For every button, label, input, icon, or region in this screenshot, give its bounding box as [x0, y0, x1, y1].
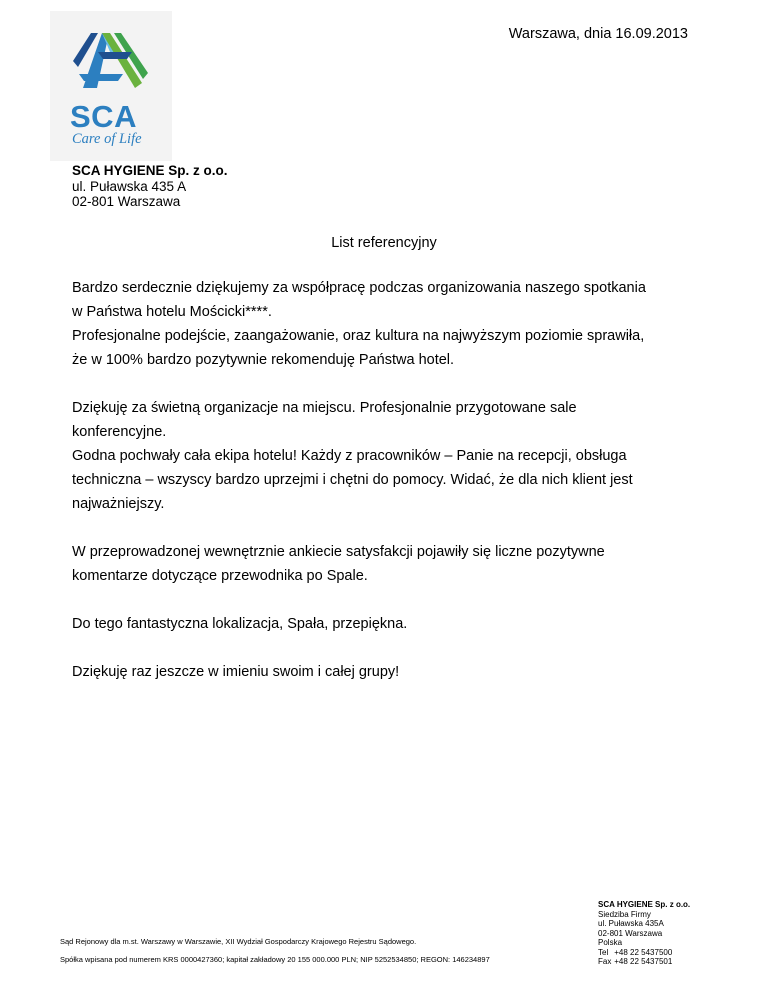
body-line: komentarze dotyczące przewodnika po Spale. [72, 568, 368, 584]
footer-country: Polska [598, 938, 623, 947]
sender-city: 02-801 Warszawa [72, 194, 181, 209]
paragraph [72, 660, 712, 684]
letter-subject: List referencyjny [331, 235, 437, 251]
phone-number: +48 22 5437500 [614, 947, 673, 957]
footer-street: ul. Puławska 435A [598, 919, 664, 928]
body-line: Profesjonalne podejście, zaangażowanie, oraz kultura na najwyższym poziomie sprawiła, [72, 328, 645, 344]
body-line: W przeprowadzonej wewnętrznie ankiecie satysfakcji pojawiły się liczne pozytywne [72, 544, 605, 560]
footer-fax [598, 957, 690, 967]
phone-label: Tel [598, 947, 609, 957]
letter-date: Warszawa, dnia 16.09.2013 [508, 26, 688, 42]
footer-city: 02-801 Warszawa [598, 928, 663, 938]
body-line: Bardzo serdecznie dziękujemy za współpracę podczas organizowania naszego spotkania [72, 280, 646, 296]
sender-company: SCA HYGIENE Sp. z o.o. [72, 163, 228, 178]
body-line: Godna pochwały cała ekipa hotelu! Każdy z pracowników – Panie na recepcji, obsługa [72, 448, 627, 464]
paragraph [72, 396, 712, 516]
body-line: w Państwa hotelu Mościcki****. [72, 304, 272, 320]
body-line: najważniejszy. [72, 496, 165, 512]
logo-wordmark: SCA [70, 99, 137, 134]
logo-tagline: Care of Life [72, 131, 142, 147]
paragraph [72, 276, 712, 372]
paragraph [72, 540, 712, 588]
body-line: techniczna – wszyscy bardzo uprzejmi i chętni do pomocy. Widać, że dla nich klient jest [72, 472, 633, 488]
fax-label: Fax [598, 957, 612, 966]
sca-logo-icon [50, 11, 172, 106]
footer-company: SCA HYGIENE Sp. z o.o. [598, 900, 691, 909]
footer-contact [598, 900, 690, 967]
footer-phone [598, 948, 690, 958]
body-line: konferencyjne. [72, 424, 167, 440]
sender-address [72, 163, 228, 210]
footer-legal [60, 937, 490, 965]
sender-street: ul. Puławska 435 A [72, 178, 187, 194]
footer-seat-label: Siedziba Firmy [598, 909, 651, 919]
footer-registration: Spółka wpisana pod numerem KRS 0000427360; kapitał zakładowy 20 155 000.000 PLN; NIP 5252534850; REGON: 146234897 [60, 955, 490, 964]
body-line: Dziękuję raz jeszcze w imieniu swoim i całej grupy! [72, 664, 400, 680]
body-line: Dziękuję za świetną organizacje na miejscu. Profesjonalnie przygotowane sale [72, 400, 577, 416]
body-line: Do tego fantastyczna lokalizacja, Spała, przepiękna. [72, 616, 408, 632]
paragraph [72, 612, 712, 636]
fax-number: +48 22 5437501 [614, 957, 673, 966]
body-line: że w 100% bardzo pozytywnie rekomenduję Państwa hotel. [72, 352, 455, 368]
letter-body [72, 276, 712, 708]
footer-court: Sąd Rejonowy dla m.st. Warszawy w Warszawie, XII Wydział Gospodarczy Krajowego Rejestru Sądowego. [60, 937, 417, 946]
company-logo [50, 11, 172, 161]
